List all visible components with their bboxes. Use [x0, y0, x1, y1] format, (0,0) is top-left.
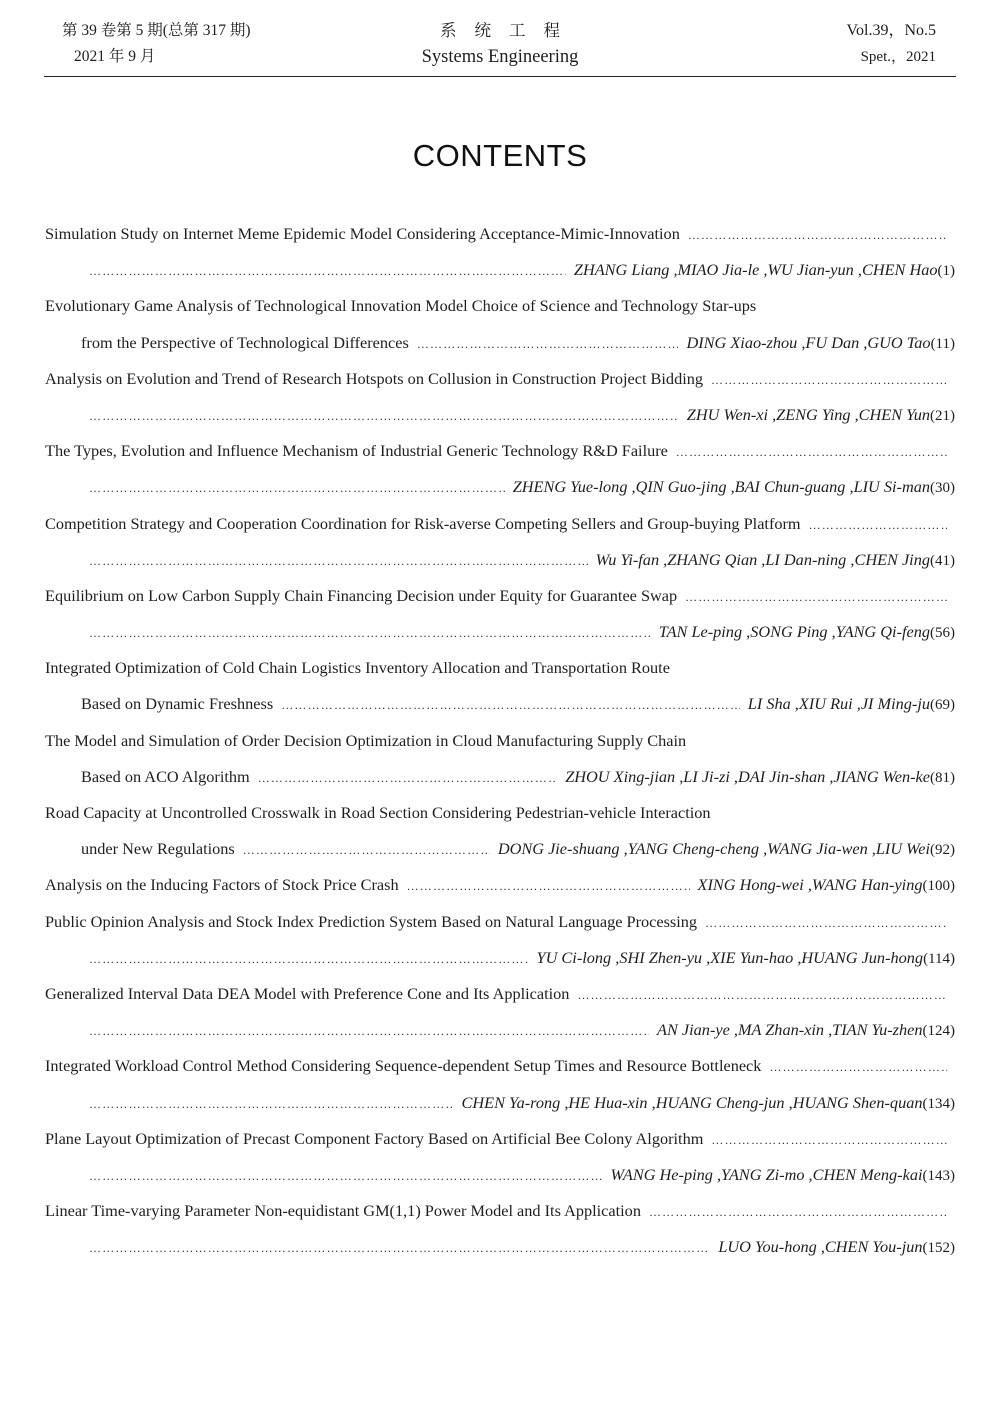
entry-line — [45, 325, 955, 361]
volume-info — [847, 18, 937, 70]
entry-title: Evolutionary Game Analysis of Technological Innovation Model Choice of Science and Technology Star-ups — [45, 296, 757, 316]
entry-line — [45, 614, 955, 650]
entry-title: Generalized Interval Data DEA Model with Preference Cone and Its Application — [45, 983, 570, 1003]
toc-entry — [45, 288, 955, 360]
leader-dots — [685, 579, 947, 614]
entry-page-number: (152) — [922, 1240, 955, 1257]
entry-line — [45, 1193, 955, 1229]
issue-date: 2021 年 9 月 — [74, 48, 156, 65]
entry-line — [45, 361, 955, 397]
entry-title: Road Capacity at Uncontrolled Crosswalk in Road Section Considering Pedestrian-vehicle Interaction — [45, 803, 711, 822]
entry-authors: ZHU Wen-xi ,ZENG Ying ,CHEN Yun — [686, 404, 930, 424]
entry-authors: DONG Jie-shuang ,YANG Cheng-cheng ,WANG Jia-wen ,LIU Wei — [497, 839, 930, 859]
leader-dots — [89, 941, 529, 976]
entry-line — [45, 940, 955, 976]
entry-page-number: (124) — [922, 1023, 955, 1040]
toc-entry — [45, 867, 955, 903]
entry-title-continued: Based on ACO Algorithm — [81, 766, 250, 786]
entry-page-number: (92) — [930, 842, 955, 859]
entry-authors: ZHANG Liang ,MIAO Jia-le ,WU Jian-yun ,CHEN Hao — [573, 260, 938, 280]
leader-dots — [711, 362, 947, 397]
entry-line — [45, 288, 955, 324]
entry-line — [45, 976, 955, 1012]
entry-line — [45, 904, 955, 940]
entry-title: Plane Layout Optimization of Precast Component Factory Based on Artificial Bee Colony Algorithm — [45, 1128, 704, 1148]
toc-entry — [45, 650, 955, 722]
entry-title: Integrated Workload Control Method Considering Sequence-dependent Setup Times and Resource Bottleneck — [45, 1056, 762, 1076]
entry-line — [45, 397, 955, 433]
entry-title: Competition Strategy and Cooperation Coordination for Risk-averse Competing Sellers and Group-buying Platform — [45, 513, 801, 533]
leader-dots — [89, 543, 588, 578]
entry-title: The Types, Evolution and Influence Mechanism of Industrial Generic Technology R&D Failure — [45, 441, 668, 461]
toc-entry — [45, 1048, 955, 1120]
entry-title: The Model and Simulation of Order Decision Optimization in Cloud Manufacturing Supply Chain — [45, 730, 687, 750]
entry-line — [45, 1121, 955, 1157]
toc-entry — [45, 506, 955, 578]
leader-dots — [89, 1158, 602, 1193]
toc-entry — [45, 723, 955, 795]
journal-name-english: Systems Engineering — [421, 47, 579, 67]
entry-line — [45, 1012, 955, 1048]
entry-line — [45, 795, 955, 831]
leader-dots — [89, 253, 566, 288]
leader-dots — [417, 326, 679, 361]
entry-line — [45, 469, 955, 505]
entry-title: Linear Time-varying Parameter Non-equidistant GM(1,1) Power Model and Its Application — [45, 1201, 641, 1221]
entry-authors: YU Ci-long ,SHI Zhen-yu ,XIE Yun-hao ,HUANG Jun-hong — [536, 947, 924, 967]
entry-line — [45, 723, 955, 759]
leader-dots — [281, 687, 740, 722]
entry-line — [45, 650, 955, 686]
entry-title: Public Opinion Analysis and Stock Index Prediction System Based on Natural Language Processing — [45, 911, 698, 931]
table-of-contents — [45, 216, 955, 1265]
journal-name — [44, 18, 956, 70]
leader-dots — [89, 470, 505, 505]
leader-dots — [649, 1194, 947, 1229]
leader-dots — [577, 977, 947, 1012]
leader-dots — [89, 1086, 454, 1121]
entry-authors: Wu Yi-fan ,ZHANG Qian ,LI Dan-ning ,CHEN Jing — [595, 549, 930, 569]
toc-entry — [45, 904, 955, 976]
journal-name-chinese: 系统工程 — [440, 21, 578, 40]
entry-title: Analysis on the Inducing Factors of Stock Price Crash — [45, 875, 399, 895]
entry-page-number: (1) — [937, 263, 955, 280]
entry-line — [45, 759, 955, 795]
toc-entry — [45, 795, 955, 867]
header-rule — [44, 76, 956, 77]
entry-page-number: (30) — [930, 480, 955, 497]
leader-dots — [243, 832, 490, 867]
entry-line — [45, 216, 955, 252]
leader-dots — [89, 398, 679, 433]
volume-number: Vol.39，No.5 — [846, 22, 936, 39]
entry-line — [45, 1085, 955, 1121]
entry-authors: ZHENG Yue-long ,QIN Guo-jing ,BAI Chun-guang ,LIU Si-man — [512, 477, 930, 497]
leader-dots — [711, 1122, 947, 1157]
entry-page-number: (134) — [922, 1095, 955, 1112]
leader-dots — [688, 217, 947, 252]
toc-entry — [45, 976, 955, 1048]
entry-authors: AN Jian-ye ,MA Zhan-xin ,TIAN Yu-zhen — [657, 1020, 923, 1040]
entry-page-number: (11) — [930, 335, 955, 352]
entry-authors: ZHOU Xing-jian ,LI Ji-zi ,DAI Jin-shan ,JIANG Wen-ke — [565, 766, 930, 786]
toc-entry — [45, 578, 955, 650]
entry-authors: DING Xiao-zhou ,FU Dan ,GUO Tao — [686, 332, 931, 352]
entry-line — [45, 1048, 955, 1084]
entry-line — [45, 867, 955, 903]
entry-title-continued: Based on Dynamic Freshness — [81, 694, 274, 714]
entry-page-number: (143) — [922, 1167, 955, 1184]
page-title: CONTENTS — [412, 138, 588, 173]
toc-entry — [45, 433, 955, 505]
entry-line — [45, 542, 955, 578]
leader-dots — [705, 905, 947, 940]
entry-title: Simulation Study on Internet Meme Epidemic Model Considering Acceptance-Mimic-Innovation — [45, 224, 680, 243]
entry-authors: TAN Le-ping ,SONG Ping ,YANG Qi-feng — [658, 622, 930, 642]
entry-line — [45, 506, 955, 542]
leader-dots — [89, 1230, 710, 1265]
entry-page-number: (69) — [930, 697, 955, 714]
leader-dots — [89, 615, 651, 650]
entry-title: Equilibrium on Low Carbon Supply Chain Financing Decision under Equity for Guarantee Swap — [45, 585, 678, 605]
entry-line — [45, 831, 955, 867]
toc-entry — [45, 1193, 955, 1265]
leader-dots — [407, 868, 690, 903]
entry-page-number: (81) — [930, 769, 955, 786]
entry-authors: CHEN Ya-rong ,HE Hua-xin ,HUANG Cheng-jun ,HUANG Shen-quan — [461, 1092, 923, 1112]
toc-entry — [45, 1121, 955, 1193]
journal-header — [44, 18, 956, 74]
entry-page-number: (56) — [930, 625, 955, 642]
volume-date: Spet.，2021 — [860, 49, 936, 65]
entry-title: Integrated Optimization of Cold Chain Logistics Inventory Allocation and Transportation Route — [45, 658, 670, 678]
entry-line — [45, 252, 955, 288]
entry-title-continued: from the Perspective of Technological Differences — [81, 332, 409, 352]
leader-dots — [809, 507, 947, 542]
entry-title-continued: under New Regulations — [81, 839, 235, 859]
entry-title: Analysis on Evolution and Trend of Research Hotspots on Collusion in Construction Project Bidding — [45, 368, 704, 388]
entry-authors: XING Hong-wei ,WANG Han-ying — [697, 875, 923, 895]
entry-page-number: (100) — [922, 878, 955, 895]
issue-volume: 第 39 卷第 5 期(总第 317 期) — [62, 22, 251, 39]
entry-authors: LI Sha ,XIU Rui ,JI Ming-ju — [747, 694, 930, 714]
entry-authors: WANG He-ping ,YANG Zi-mo ,CHEN Meng-kai — [610, 1164, 923, 1184]
entry-line — [45, 433, 955, 469]
entry-line — [45, 1229, 955, 1265]
toc-entry — [45, 216, 955, 288]
toc-entry — [45, 361, 955, 433]
leader-dots — [769, 1049, 947, 1084]
entry-line — [45, 578, 955, 614]
entry-line — [45, 686, 955, 722]
leader-dots — [89, 1013, 649, 1048]
entry-page-number: (21) — [930, 407, 955, 424]
entry-page-number: (41) — [930, 552, 955, 569]
entry-line — [45, 1157, 955, 1193]
leader-dots — [258, 760, 558, 795]
leader-dots — [676, 434, 947, 469]
entry-page-number: (114) — [923, 950, 955, 967]
entry-authors: LUO You-hong ,CHEN You-jun — [718, 1237, 923, 1257]
